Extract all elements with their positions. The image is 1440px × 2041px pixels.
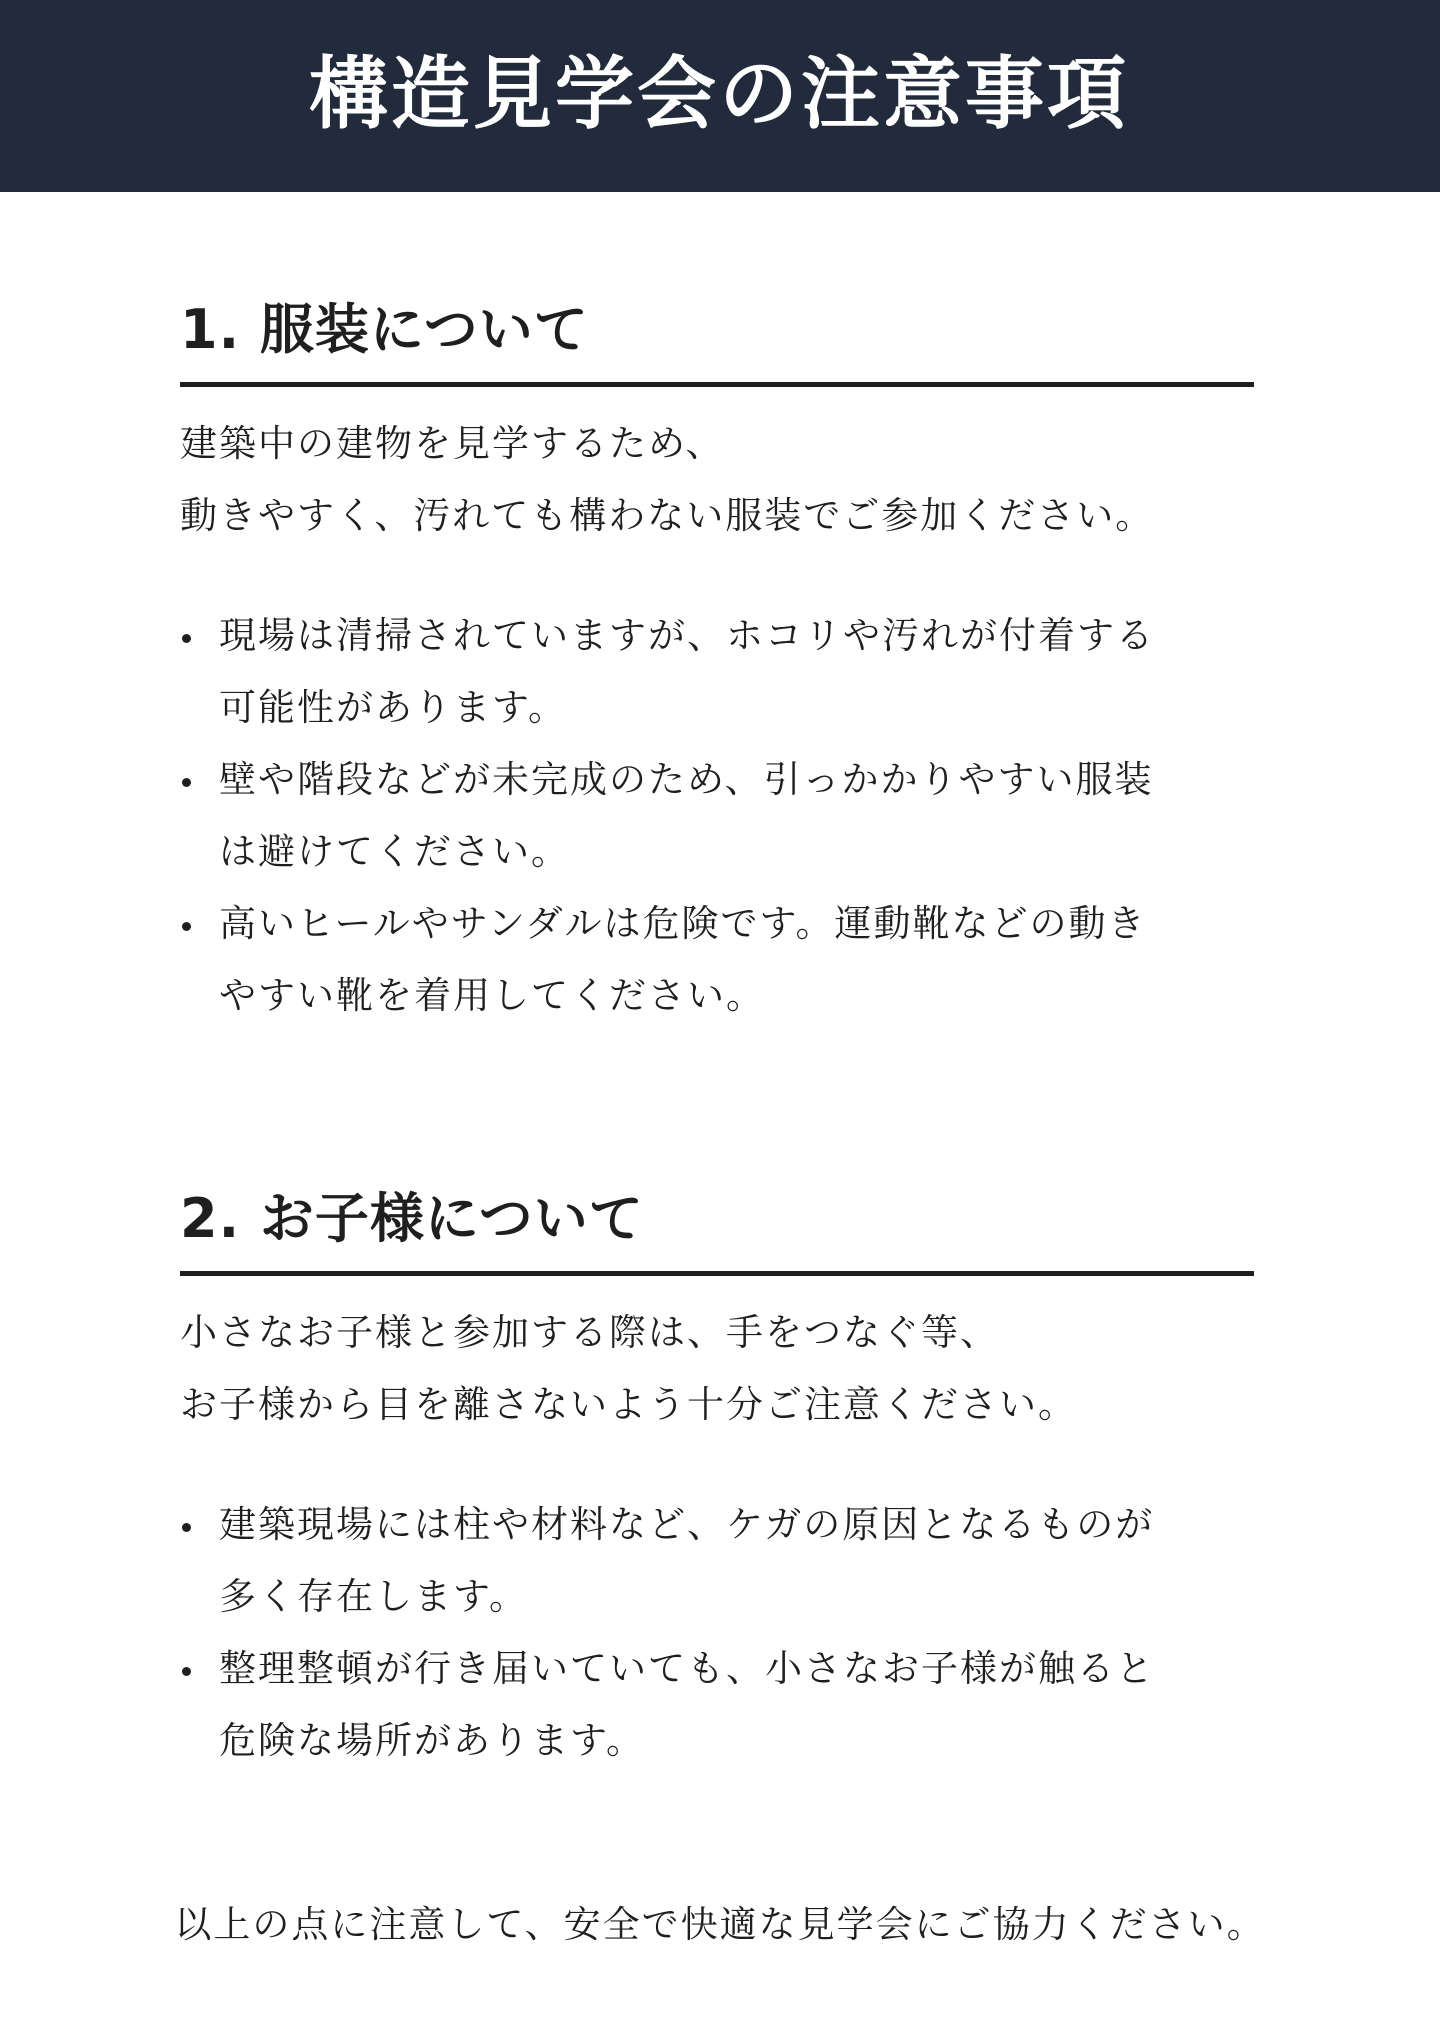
bullet-dot-icon <box>182 634 191 643</box>
list-item-line: やすい靴を着用してください。 <box>219 974 765 1018</box>
section-intro-clothing <box>180 408 1254 552</box>
list-item <box>180 888 1254 1032</box>
list-item-line: 可能性があります。 <box>219 686 568 730</box>
intro-line: 小さなお子様と参加する際は、手をつなぐ等、 <box>180 1311 999 1355</box>
list-item-line: は避けてください。 <box>219 830 570 874</box>
section-clothing <box>180 300 1254 1032</box>
list-item-line: 高いヒールやサンダルは危険です。運動靴などの動き <box>219 902 1147 946</box>
list-item-line: 危険な場所があります。 <box>219 1719 646 1763</box>
list-item-line: 現場は清掃されていますが、ホコリや汚れが付着する <box>219 614 1155 658</box>
intro-line: お子様から目を離さないよう十分ご注意ください。 <box>180 1383 1077 1427</box>
list-item <box>180 744 1254 888</box>
intro-line: 建築中の建物を見学するため、 <box>180 422 725 466</box>
section-intro-children <box>180 1297 1254 1441</box>
bullet-list-children <box>180 1489 1254 1777</box>
list-item-line: 壁や階段などが未完成のため、引っかかりやすい服装 <box>219 758 1154 802</box>
section-children <box>180 1189 1254 1777</box>
list-item-line: 多く存在します。 <box>219 1575 529 1619</box>
intro-line: 動きやすく、汚れても構わない服装でご参加ください。 <box>180 494 1155 538</box>
bullet-dot-icon <box>182 1523 191 1532</box>
list-item <box>180 600 1254 744</box>
list-item <box>180 1633 1254 1777</box>
section-heading-children: 2. お子様について <box>180 1189 1254 1276</box>
list-item-line: 整理整頓が行き届いていても、小さなお子様が触ると <box>219 1647 1155 1691</box>
list-item <box>180 1489 1254 1633</box>
section-heading-clothing: 1. 服装について <box>180 300 1254 387</box>
page-title: 構造見学会の注意事項 <box>309 47 1129 140</box>
closing-note: 以上の点に注意して、安全で快適な見学会にご協力ください。 <box>174 1903 1266 1946</box>
bullet-list-clothing <box>180 600 1254 1032</box>
bullet-dot-icon <box>182 1667 191 1676</box>
bullet-dot-icon <box>182 922 191 931</box>
list-item-line: 建築現場には柱や材料など、ケガの原因となるものが <box>219 1503 1155 1547</box>
bullet-dot-icon <box>182 778 191 787</box>
header-banner <box>0 0 1440 192</box>
